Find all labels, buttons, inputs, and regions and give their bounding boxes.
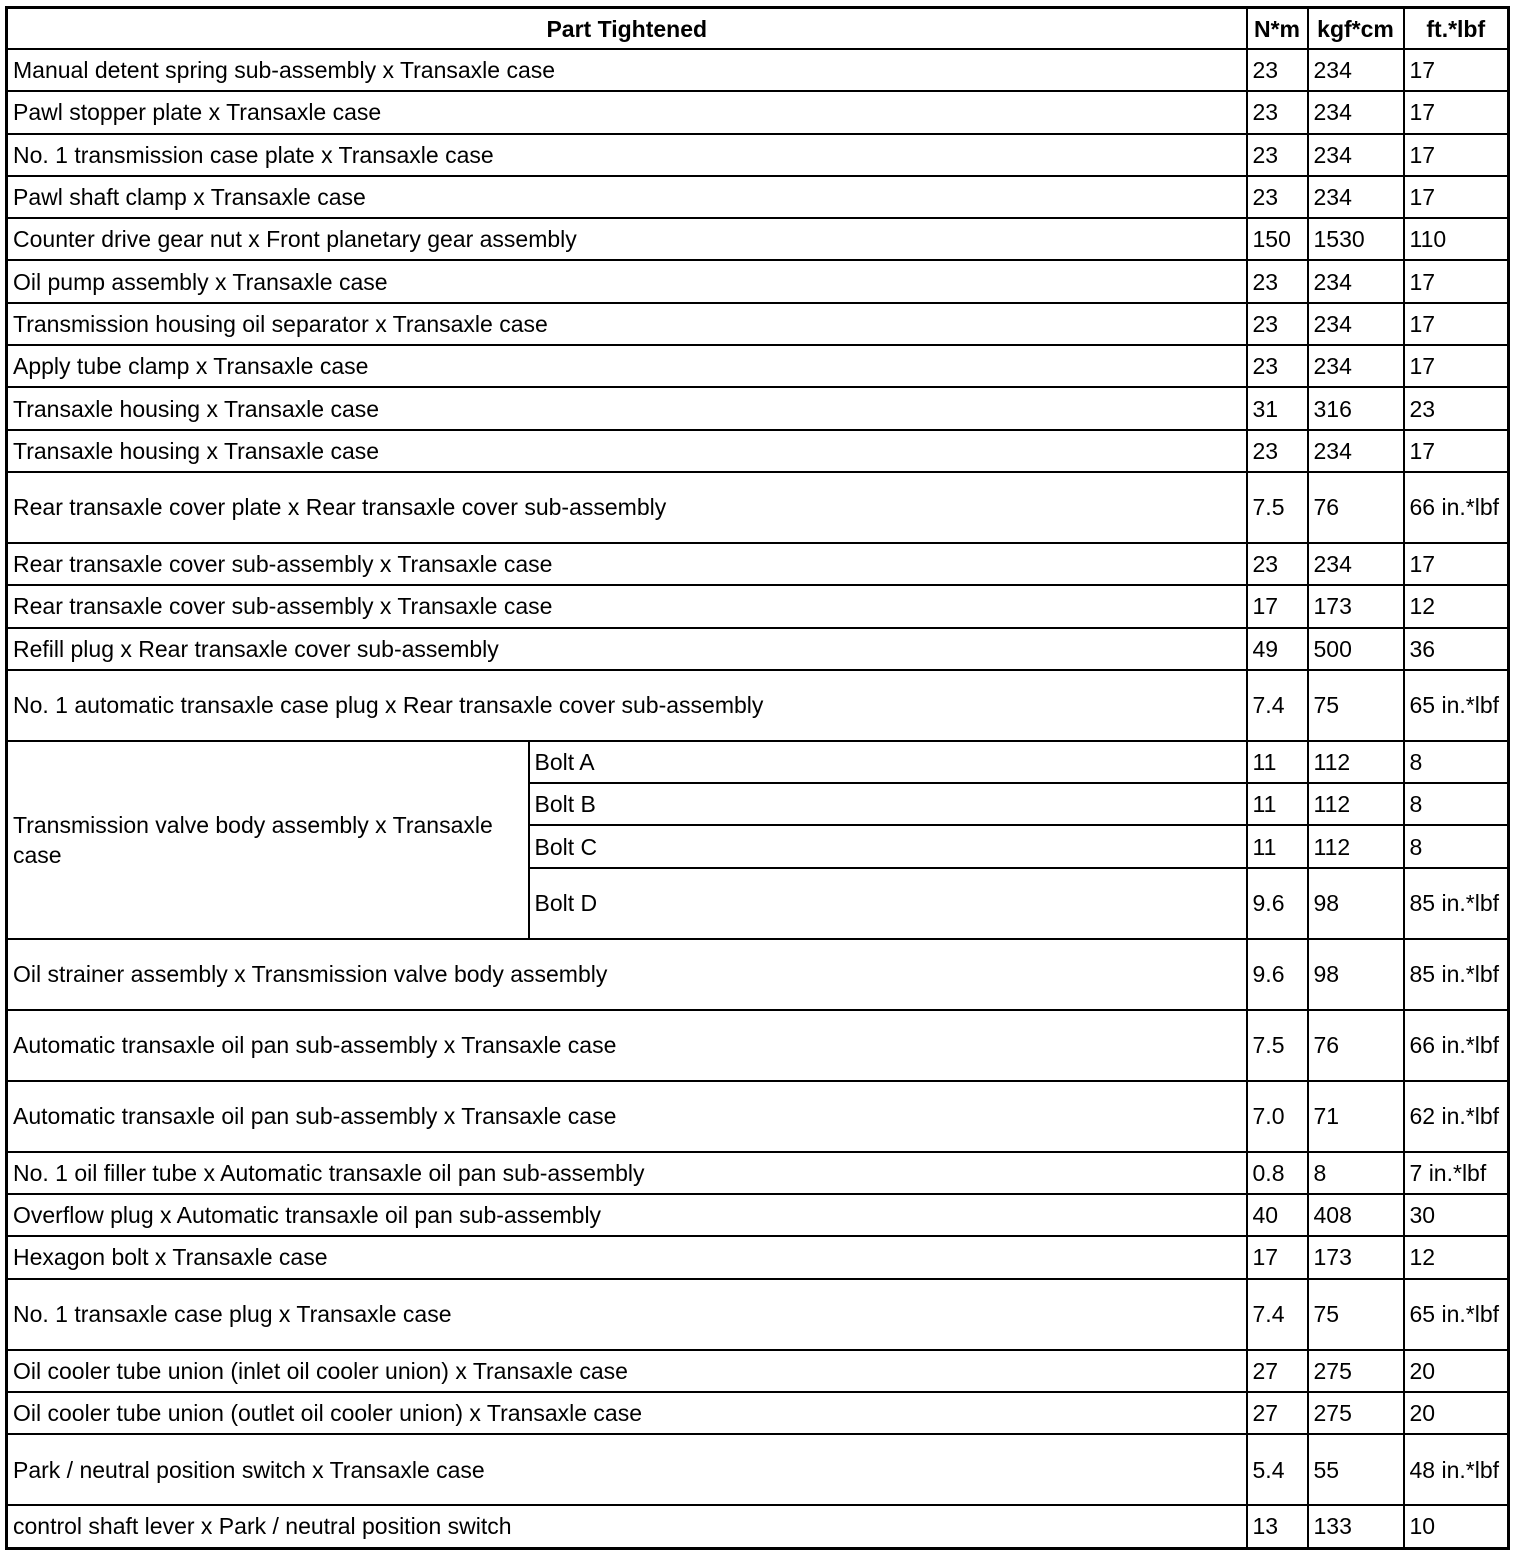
ft-cell: 66 in.*lbf — [1404, 1010, 1509, 1081]
torque-spec-table — [5, 6, 1510, 1550]
kgf-cell: 76 — [1308, 1010, 1404, 1081]
kgf-cell: 234 — [1308, 543, 1404, 585]
ft-cell: 17 — [1404, 91, 1509, 133]
table-header-row — [7, 8, 1509, 50]
nm-cell: 23 — [1247, 134, 1308, 176]
kgf-cell: 76 — [1308, 472, 1404, 543]
part-cell: Oil cooler tube union (inlet oil cooler union) x Transaxle case — [7, 1350, 1247, 1392]
table-row — [7, 303, 1509, 345]
kgf-cell: 234 — [1308, 430, 1404, 472]
nm-cell: 13 — [1247, 1505, 1308, 1548]
nm-cell: 31 — [1247, 387, 1308, 429]
header-ft-lbf: ft.*lbf — [1404, 8, 1509, 50]
nm-cell: 7.5 — [1247, 1010, 1308, 1081]
valve-body-part-cell: Transmission valve body assembly x Transaxle case — [7, 741, 529, 939]
part-cell: Transaxle housing x Transaxle case — [7, 387, 1247, 429]
ft-cell: 8 — [1404, 825, 1509, 867]
part-cell: Transaxle housing x Transaxle case — [7, 430, 1247, 472]
nm-cell: 23 — [1247, 303, 1308, 345]
part-cell: Rear transaxle cover sub-assembly x Transaxle case — [7, 585, 1247, 627]
table-row — [7, 1505, 1509, 1548]
ft-cell: 48 in.*lbf — [1404, 1434, 1509, 1505]
kgf-cell: 8 — [1308, 1152, 1404, 1194]
table-row — [7, 430, 1509, 472]
nm-cell: 11 — [1247, 741, 1308, 783]
kgf-cell: 98 — [1308, 939, 1404, 1010]
table-row — [7, 472, 1509, 543]
table-row — [7, 260, 1509, 302]
nm-cell: 7.4 — [1247, 1279, 1308, 1350]
table-row — [7, 176, 1509, 218]
nm-cell: 11 — [1247, 825, 1308, 867]
ft-cell: 12 — [1404, 1236, 1509, 1278]
ft-cell: 85 in.*lbf — [1404, 939, 1509, 1010]
table-row — [7, 1236, 1509, 1278]
kgf-cell: 234 — [1308, 176, 1404, 218]
nm-cell: 17 — [1247, 1236, 1308, 1278]
table-row — [7, 543, 1509, 585]
ft-cell: 17 — [1404, 260, 1509, 302]
nm-cell: 9.6 — [1247, 939, 1308, 1010]
kgf-cell: 98 — [1308, 868, 1404, 939]
part-cell: Automatic transaxle oil pan sub-assembly x Transaxle case — [7, 1010, 1247, 1081]
nm-cell: 49 — [1247, 628, 1308, 670]
nm-cell: 27 — [1247, 1350, 1308, 1392]
part-cell: Park / neutral position switch x Transaxle case — [7, 1434, 1247, 1505]
nm-cell: 11 — [1247, 783, 1308, 825]
part-cell: No. 1 oil filler tube x Automatic transaxle oil pan sub-assembly — [7, 1152, 1247, 1194]
table-row — [7, 218, 1509, 260]
nm-cell: 7.0 — [1247, 1081, 1308, 1152]
ft-cell: 20 — [1404, 1350, 1509, 1392]
ft-cell: 65 in.*lbf — [1404, 1279, 1509, 1350]
nm-cell: 0.8 — [1247, 1152, 1308, 1194]
kgf-cell: 234 — [1308, 134, 1404, 176]
part-cell: Oil strainer assembly x Transmission valve body assembly — [7, 939, 1247, 1010]
ft-cell: 17 — [1404, 134, 1509, 176]
table-row — [7, 1392, 1509, 1434]
table-row — [7, 939, 1509, 1010]
nm-cell: 7.4 — [1247, 670, 1308, 741]
part-cell: Rear transaxle cover sub-assembly x Transaxle case — [7, 543, 1247, 585]
nm-cell: 150 — [1247, 218, 1308, 260]
part-cell: Pawl shaft clamp x Transaxle case — [7, 176, 1247, 218]
nm-cell: 23 — [1247, 430, 1308, 472]
kgf-cell: 316 — [1308, 387, 1404, 429]
table-row — [7, 741, 1509, 783]
kgf-cell: 55 — [1308, 1434, 1404, 1505]
kgf-cell: 234 — [1308, 345, 1404, 387]
header-part-tightened: Part Tightened — [7, 8, 1247, 50]
part-cell: Oil pump assembly x Transaxle case — [7, 260, 1247, 302]
ft-cell: 17 — [1404, 49, 1509, 91]
kgf-cell: 234 — [1308, 49, 1404, 91]
kgf-cell: 75 — [1308, 670, 1404, 741]
table-row — [7, 1279, 1509, 1350]
table-row — [7, 1152, 1509, 1194]
table-row — [7, 134, 1509, 176]
kgf-cell: 112 — [1308, 783, 1404, 825]
table-row — [7, 670, 1509, 741]
ft-cell: 23 — [1404, 387, 1509, 429]
table-row — [7, 345, 1509, 387]
ft-cell: 36 — [1404, 628, 1509, 670]
nm-cell: 9.6 — [1247, 868, 1308, 939]
kgf-cell: 275 — [1308, 1392, 1404, 1434]
part-cell: Oil cooler tube union (outlet oil cooler union) x Transaxle case — [7, 1392, 1247, 1434]
kgf-cell: 173 — [1308, 585, 1404, 627]
nm-cell: 23 — [1247, 543, 1308, 585]
ft-cell: 17 — [1404, 345, 1509, 387]
nm-cell: 5.4 — [1247, 1434, 1308, 1505]
ft-cell: 17 — [1404, 303, 1509, 345]
part-cell: Transmission housing oil separator x Transaxle case — [7, 303, 1247, 345]
ft-cell: 30 — [1404, 1194, 1509, 1236]
bolt-cell: Bolt C — [529, 825, 1247, 867]
nm-cell: 40 — [1247, 1194, 1308, 1236]
nm-cell: 23 — [1247, 91, 1308, 133]
part-cell: Pawl stopper plate x Transaxle case — [7, 91, 1247, 133]
ft-cell: 8 — [1404, 783, 1509, 825]
kgf-cell: 234 — [1308, 91, 1404, 133]
table-row — [7, 628, 1509, 670]
table-row — [7, 91, 1509, 133]
ft-cell: 62 in.*lbf — [1404, 1081, 1509, 1152]
part-cell: No. 1 automatic transaxle case plug x Rear transaxle cover sub-assembly — [7, 670, 1247, 741]
nm-cell: 23 — [1247, 176, 1308, 218]
ft-cell: 66 in.*lbf — [1404, 472, 1509, 543]
kgf-cell: 112 — [1308, 741, 1404, 783]
table-row — [7, 1434, 1509, 1505]
bolt-cell: Bolt A — [529, 741, 1247, 783]
kgf-cell: 75 — [1308, 1279, 1404, 1350]
part-cell: Refill plug x Rear transaxle cover sub-assembly — [7, 628, 1247, 670]
part-cell: No. 1 transmission case plate x Transaxle case — [7, 134, 1247, 176]
bolt-cell: Bolt D — [529, 868, 1247, 939]
kgf-cell: 500 — [1308, 628, 1404, 670]
table-row — [7, 1194, 1509, 1236]
ft-cell: 65 in.*lbf — [1404, 670, 1509, 741]
kgf-cell: 275 — [1308, 1350, 1404, 1392]
kgf-cell: 234 — [1308, 303, 1404, 345]
part-cell: control shaft lever x Park / neutral position switch — [7, 1505, 1247, 1548]
table-row — [7, 1010, 1509, 1081]
part-cell: Rear transaxle cover plate x Rear transaxle cover sub-assembly — [7, 472, 1247, 543]
table-row — [7, 1081, 1509, 1152]
nm-cell: 23 — [1247, 260, 1308, 302]
part-cell: Automatic transaxle oil pan sub-assembly x Transaxle case — [7, 1081, 1247, 1152]
kgf-cell: 173 — [1308, 1236, 1404, 1278]
ft-cell: 12 — [1404, 585, 1509, 627]
ft-cell: 7 in.*lbf — [1404, 1152, 1509, 1194]
ft-cell: 110 — [1404, 218, 1509, 260]
torque-spec-table-wrapper — [5, 6, 1510, 1550]
ft-cell: 17 — [1404, 176, 1509, 218]
kgf-cell: 112 — [1308, 825, 1404, 867]
part-cell: No. 1 transaxle case plug x Transaxle case — [7, 1279, 1247, 1350]
ft-cell: 8 — [1404, 741, 1509, 783]
ft-cell: 17 — [1404, 430, 1509, 472]
table-row — [7, 1350, 1509, 1392]
ft-cell: 17 — [1404, 543, 1509, 585]
nm-cell: 27 — [1247, 1392, 1308, 1434]
part-cell: Counter drive gear nut x Front planetary gear assembly — [7, 218, 1247, 260]
kgf-cell: 408 — [1308, 1194, 1404, 1236]
ft-cell: 85 in.*lbf — [1404, 868, 1509, 939]
part-cell: Hexagon bolt x Transaxle case — [7, 1236, 1247, 1278]
ft-cell: 10 — [1404, 1505, 1509, 1548]
table-row — [7, 387, 1509, 429]
header-kgf-cm: kgf*cm — [1308, 8, 1404, 50]
nm-cell: 17 — [1247, 585, 1308, 627]
kgf-cell: 1530 — [1308, 218, 1404, 260]
nm-cell: 7.5 — [1247, 472, 1308, 543]
part-cell: Manual detent spring sub-assembly x Transaxle case — [7, 49, 1247, 91]
nm-cell: 23 — [1247, 49, 1308, 91]
kgf-cell: 133 — [1308, 1505, 1404, 1548]
bolt-cell: Bolt B — [529, 783, 1247, 825]
part-cell: Apply tube clamp x Transaxle case — [7, 345, 1247, 387]
nm-cell: 23 — [1247, 345, 1308, 387]
table-row — [7, 585, 1509, 627]
table-row — [7, 49, 1509, 91]
kgf-cell: 234 — [1308, 260, 1404, 302]
part-cell: Overflow plug x Automatic transaxle oil pan sub-assembly — [7, 1194, 1247, 1236]
header-nm: N*m — [1247, 8, 1308, 50]
kgf-cell: 71 — [1308, 1081, 1404, 1152]
ft-cell: 20 — [1404, 1392, 1509, 1434]
